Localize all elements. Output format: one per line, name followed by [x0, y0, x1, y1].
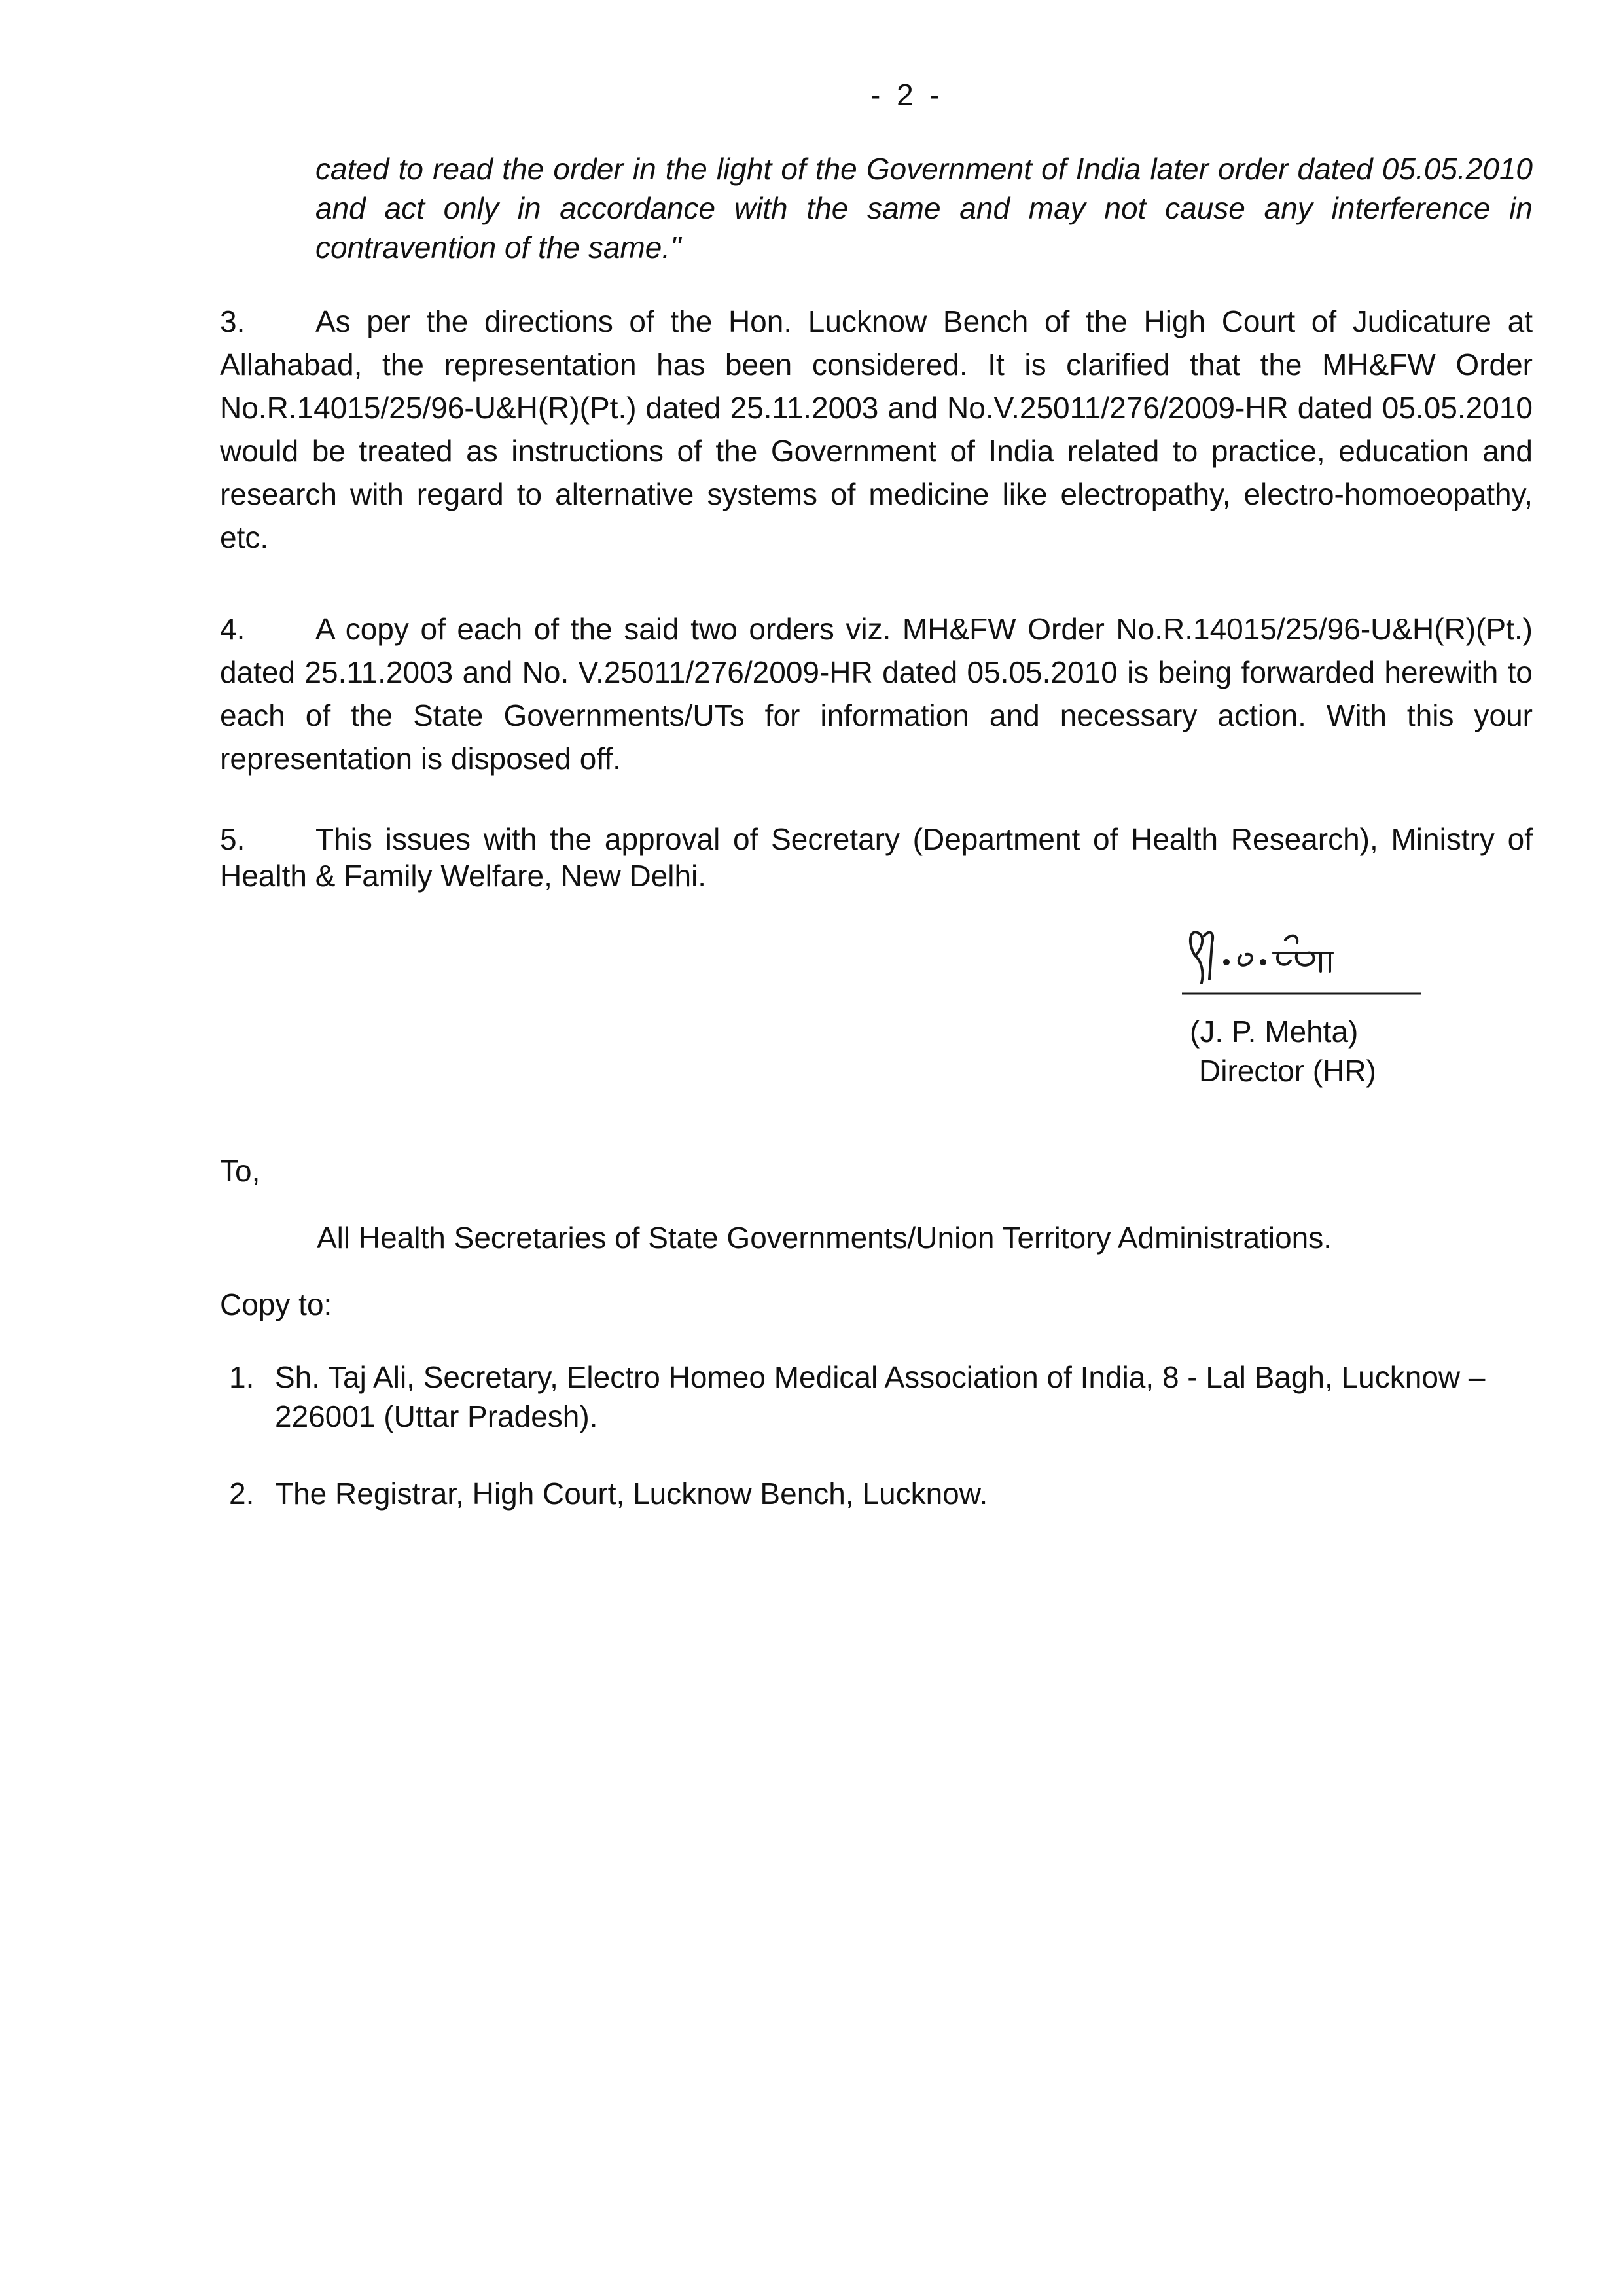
to-label: To, — [220, 1154, 260, 1188]
paragraph-number: 4. — [220, 612, 245, 646]
copy-to-text: Sh. Taj Ali, Secretary, Electro Homeo Medical Association of India, 8 - Lal Bagh, Lucknow – 226001 (Uttar Pradesh). — [275, 1360, 1486, 1433]
paragraph-text: As per the directions of the Hon. Lucknow Bench of the High Court of Judicature at Allahabad, the representation has been considered. It is clarified that the MH&FW Order No.R.14015/25/96-U&H(R)(Pt.) dated 25.11.2003 and No.V.25011/276/2009-HR dated 05.05.2010 would be treated as instructions of the Government of India related to practice, education and research with regard to alternative systems of medicine like electropathy, electro-homoeopathy, etc. — [220, 304, 1533, 554]
copy-to-number: 2. — [229, 1477, 255, 1511]
copy-to-item — [229, 1357, 1538, 1436]
paragraph-text: This issues with the approval of Secretary (Department of Health Research), Ministry of Health & Family Welfare, New Delhi. — [220, 822, 1533, 893]
paragraph-5 — [220, 821, 1533, 894]
page-number: - 2 - — [870, 78, 944, 112]
paragraph-text: A copy of each of the said two orders viz. MH&FW Order No.R.14015/25/96-U&H(R)(Pt.) dated 25.11.2003 and No. V.25011/276/2009-HR dated 05.05.2010 is being forwarded herewith to each of the State Governments/UTs for information and necessary action. With this your representation is disposed off. — [220, 612, 1533, 776]
quote-continuation: cated to read the order in the light of the Government of India later order dated 05.05.2010 and act only in accordance with the same and may not cause any interference in contravention of the same." — [315, 152, 1533, 264]
copy-to-label: Copy to: — [220, 1287, 332, 1321]
signer-block — [1190, 1012, 1376, 1090]
handwritten-signature — [1175, 916, 1424, 1001]
copy-to-list — [229, 1357, 1538, 1513]
copy-to-text: The Registrar, High Court, Lucknow Bench, Lucknow. — [275, 1477, 988, 1511]
paragraph-3 — [220, 300, 1533, 559]
signer-name: (J. P. Mehta) — [1190, 1014, 1359, 1049]
copy-to-number: 1. — [229, 1360, 255, 1394]
paragraph-number: 5. — [220, 822, 245, 856]
addressee: All Health Secretaries of State Governments/Union Territory Administrations. — [317, 1221, 1332, 1255]
signer-designation: Director (HR) — [1199, 1054, 1376, 1088]
copy-to-item — [229, 1474, 1538, 1513]
paragraph-number: 3. — [220, 304, 245, 338]
paragraph-4 — [220, 607, 1533, 780]
